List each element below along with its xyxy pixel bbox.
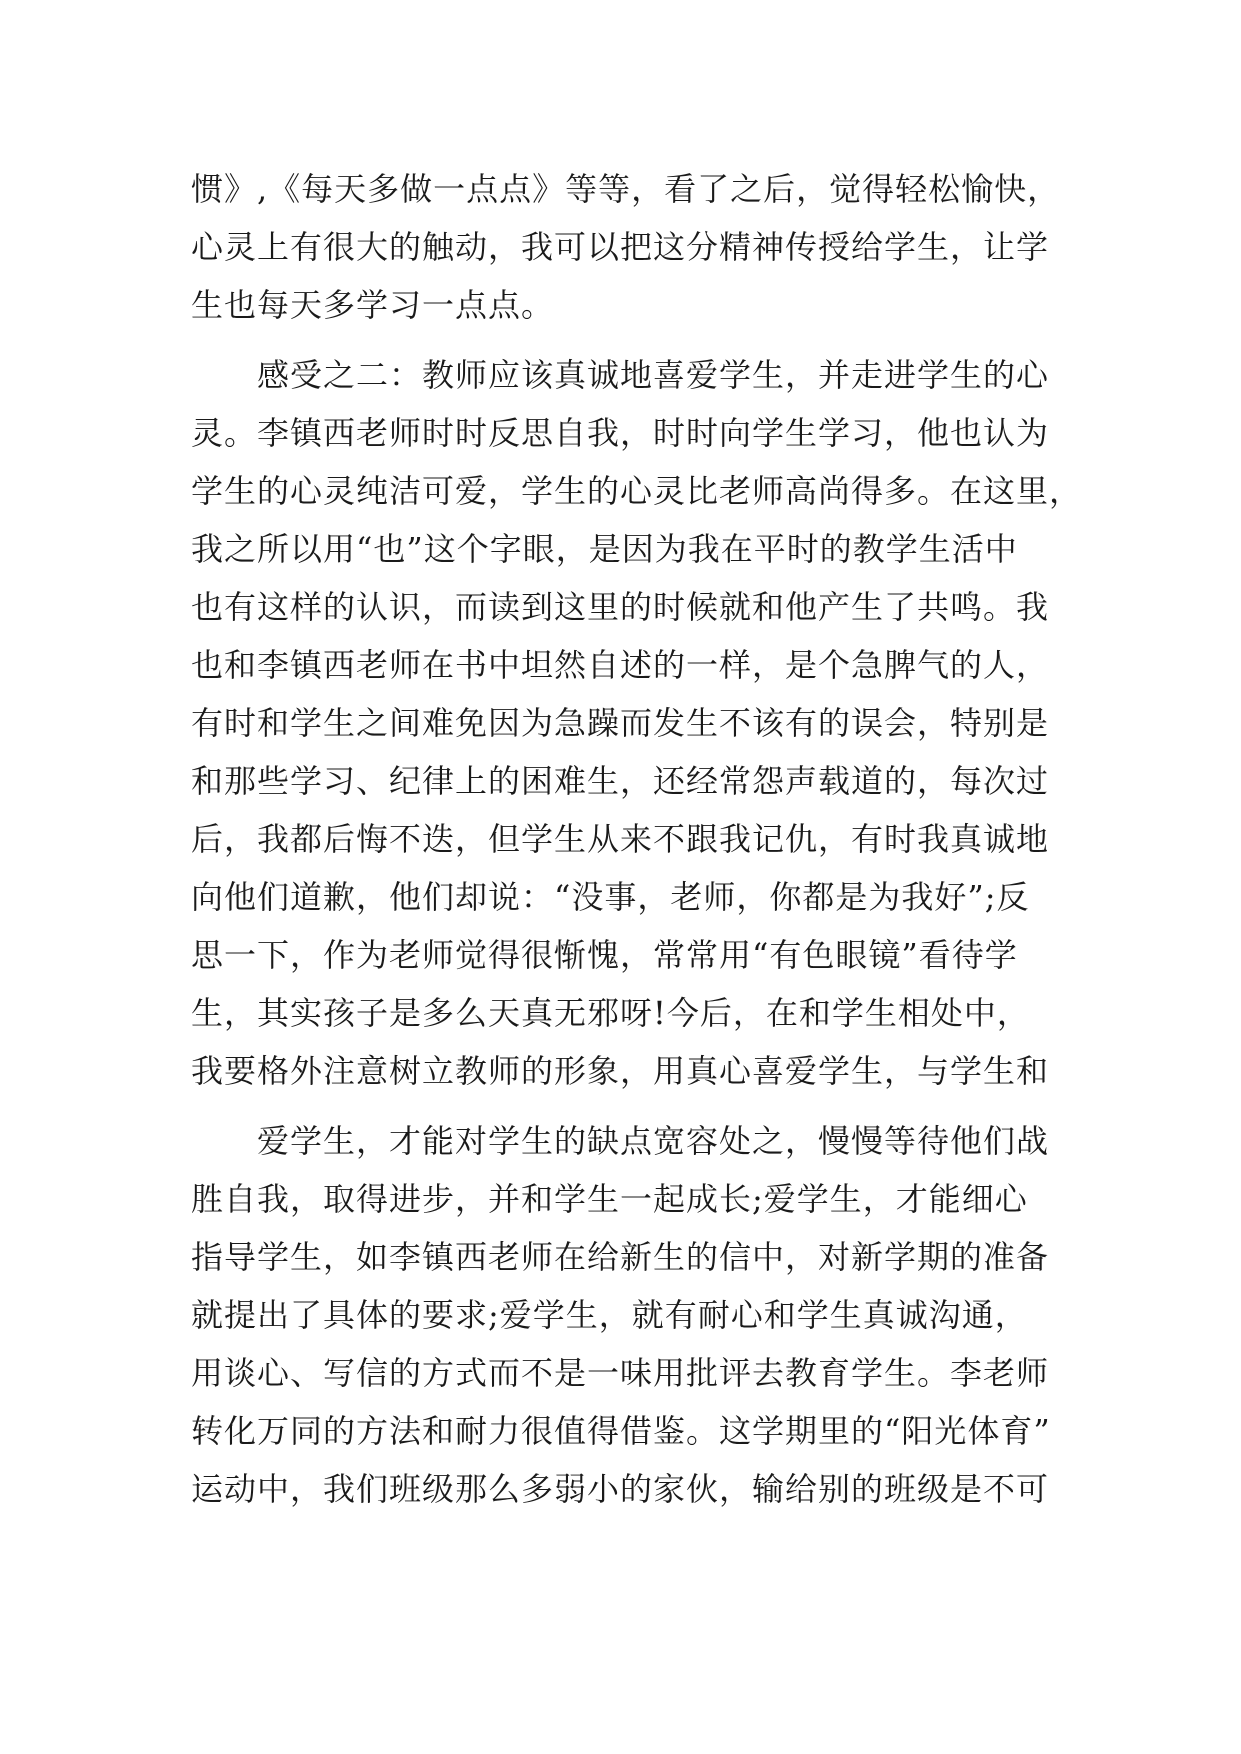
text-line: 生，其实孩子是多么天真无邪呀!今后，在和学生相处中， <box>191 994 1030 1032</box>
paragraph-1 <box>191 160 1071 334</box>
paragraph-spacer <box>191 334 1071 346</box>
text-line: 向他们道歉，他们却说：“没事，老师，你都是为我好”;反 <box>191 878 1030 916</box>
paragraph-3 <box>191 1112 1071 1518</box>
text-line: 灵。李镇西老师时时反思自我，时时向学生学习，他也认为 <box>191 414 1050 452</box>
text-line: 感受之二：教师应该真诚地喜爱学生，并走进学生的心 <box>191 356 1050 394</box>
text-line: 爱学生，才能对学生的缺点宽容处之，慢慢等待他们战 <box>191 1122 1050 1160</box>
text-line: 学生的心灵纯洁可爱，学生的心灵比老师高尚得多。在这里， <box>191 472 1083 510</box>
text-line: 生也每天多学习一点点。 <box>191 286 555 324</box>
text-line: 转化万同的方法和耐力很值得借鉴。这学期里的“阳光体育” <box>191 1412 1051 1450</box>
text-line: 心灵上有很大的触动，我可以把这分精神传授给学生，让学 <box>191 228 1050 266</box>
text-line: 后，我都后悔不迭，但学生从来不跟我记仇，有时我真诚地 <box>191 820 1050 858</box>
text-line: 我之所以用“也”这个字眼，是因为我在平时的教学生活中 <box>191 530 1018 568</box>
text-line: 也有这样的认识，而读到这里的时候就和他产生了共鸣。我 <box>191 588 1050 626</box>
paragraph-2 <box>191 346 1083 1100</box>
text-line: 胜自我，取得进步，并和学生一起成长;爱学生，才能细心 <box>191 1180 1028 1218</box>
text-line: 指导学生，如李镇西老师在给新生的信中，对新学期的准备 <box>191 1238 1050 1276</box>
text-line: 我要格外注意树立教师的形象，用真心喜爱学生，与学生和 <box>191 1052 1050 1090</box>
text-line: 用谈心、写信的方式而不是一味用批评去教育学生。李老师 <box>191 1354 1050 1392</box>
text-line: 有时和学生之间难免因为急躁而发生不该有的误会，特别是 <box>191 704 1050 742</box>
text-line: 运动中，我们班级那么多弱小的家伙，输给别的班级是不可 <box>191 1470 1050 1508</box>
text-line: 惯》,《每天多做一点点》等等，看了之后，觉得轻松愉快， <box>191 170 1061 208</box>
document-body <box>191 160 1083 1518</box>
text-line: 和那些学习、纪律上的困难生，还经常怨声载道的，每次过 <box>191 762 1050 800</box>
text-line: 思一下，作为老师觉得很惭愧，常常用“有色眼镜”看待学 <box>191 936 1018 974</box>
paragraph-spacer <box>191 1100 1071 1112</box>
text-line: 也和李镇西老师在书中坦然自述的一样，是个急脾气的人， <box>191 646 1050 684</box>
text-line: 就提出了具体的要求;爱学生，就有耐心和学生真诚沟通， <box>191 1296 1028 1334</box>
